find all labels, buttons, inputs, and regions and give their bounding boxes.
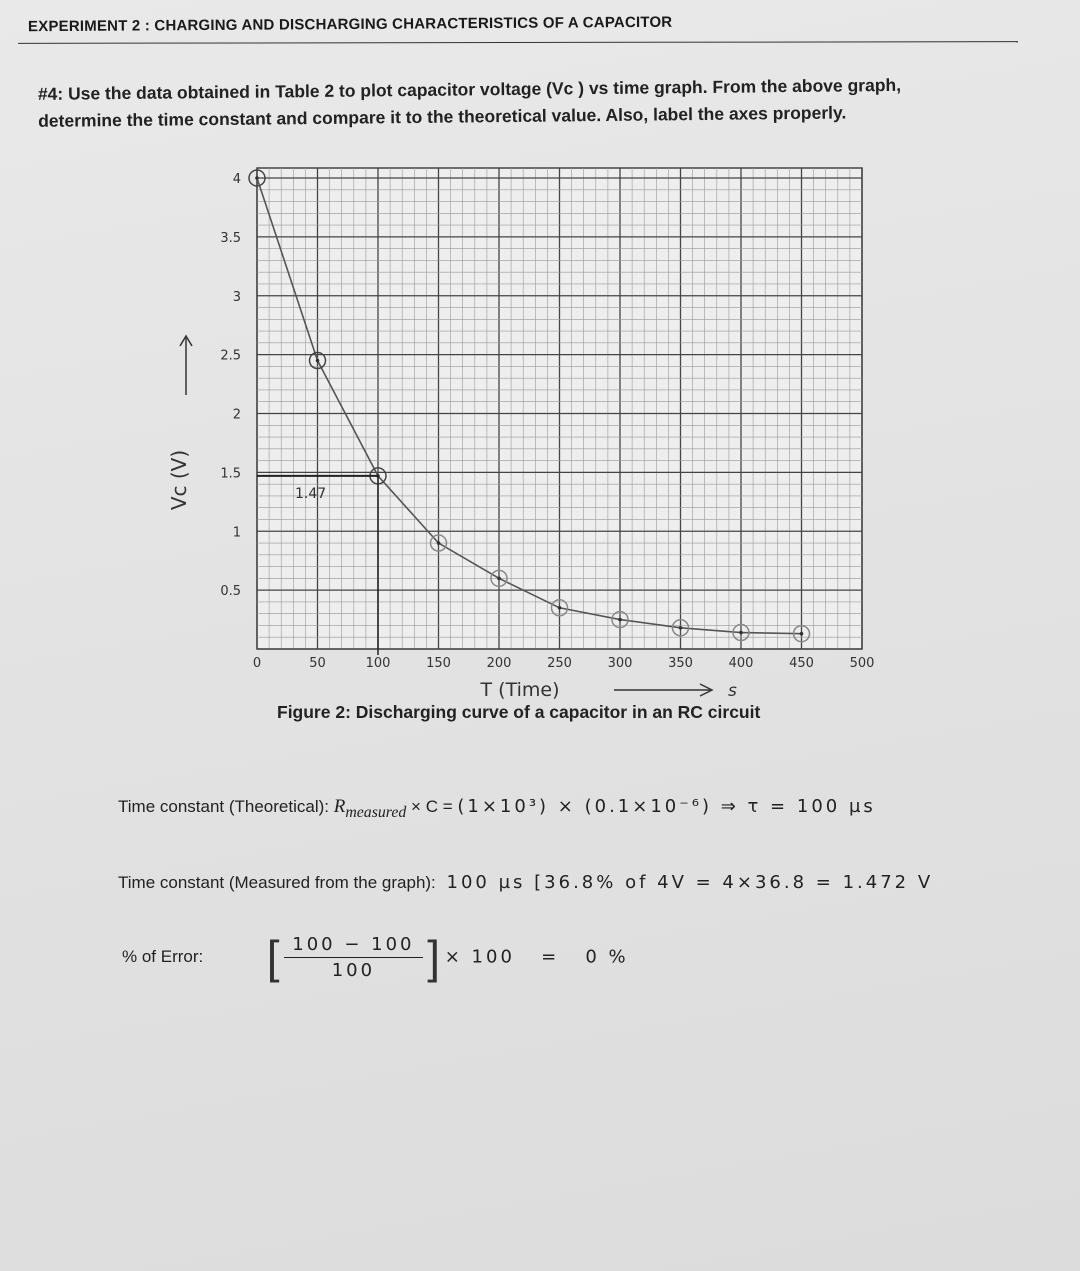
discharge-graph	[150, 150, 910, 710]
graph-paper-grid	[257, 168, 862, 649]
theoretical-work: (1×10³) × (0.1×10⁻⁶) ⇒ τ = 100 µs	[457, 796, 876, 817]
x-tick-label: 450	[789, 656, 814, 671]
x-tick-label: 100	[365, 656, 391, 671]
measured-work: 100 µs [36.8% of 4V = 4×36.8 = 1.472 V	[446, 872, 934, 893]
bracket-open: [	[266, 931, 280, 983]
error-label: % of Error:	[122, 947, 204, 966]
error-numerator: 100 − 100	[284, 934, 422, 958]
x-tick-label: 0	[252, 656, 262, 671]
y-tick-label: 2.5	[220, 348, 241, 364]
bracket-close: ]	[427, 931, 441, 983]
measured-row	[118, 872, 933, 893]
experiment-title: CHARGING AND DISCHARGING CHARACTERISTICS OF A CAPACITOR	[154, 13, 673, 35]
x-tick-label: 500	[849, 656, 875, 671]
x-tick-label: 50	[309, 656, 326, 671]
x-tick-label: 200	[486, 656, 512, 671]
y-tick-label: 1	[232, 525, 241, 541]
y-tick-label: 3.5	[220, 230, 241, 246]
experiment-header	[28, 14, 672, 35]
error-fraction	[284, 934, 422, 981]
error-result: × 100 = 0 %	[444, 946, 629, 968]
error-denominator: 100	[331, 959, 376, 981]
measured-label: Time constant (Measured from the graph):	[118, 873, 436, 892]
y-axis-label: Vc (V)	[167, 449, 191, 511]
experiment-number: EXPERIMENT 2 :	[27, 17, 151, 36]
question-text: #4: Use the data obtained in Table 2 to plot capacitor voltage (Vc ) vs time graph. From the above graph, determine the time constant and compare it to the theoretical value. Also, label the axes properly.	[37, 74, 902, 131]
x-axis-unit: s	[728, 681, 737, 701]
x-tick-label: 400	[728, 656, 754, 671]
tau-annotation-label: 1.47	[295, 485, 327, 502]
formula-r: R	[333, 796, 346, 817]
x-tick-label: 300	[607, 656, 633, 671]
y-tick-label: 2	[232, 407, 241, 423]
formula-sub: measured	[345, 803, 407, 821]
formula-c: × C =	[411, 797, 453, 816]
theoretical-row	[118, 796, 876, 822]
y-tick-label: 1.5	[220, 466, 241, 482]
error-row	[122, 930, 629, 984]
x-tick-label: 150	[426, 656, 451, 671]
theoretical-label: Time constant (Theoretical):	[118, 797, 329, 816]
figure-caption: Figure 2: Discharging curve of a capacitor in an RC circuit	[277, 702, 761, 722]
y-tick-label: 4	[232, 172, 241, 187]
x-tick-label: 350	[668, 656, 693, 671]
x-axis-label: T (Time)	[480, 679, 560, 701]
y-tick-label: 0.5	[220, 584, 241, 600]
header-divider	[18, 41, 1018, 44]
x-tick-label: 250	[547, 656, 572, 671]
y-tick-label: 3	[232, 289, 241, 305]
